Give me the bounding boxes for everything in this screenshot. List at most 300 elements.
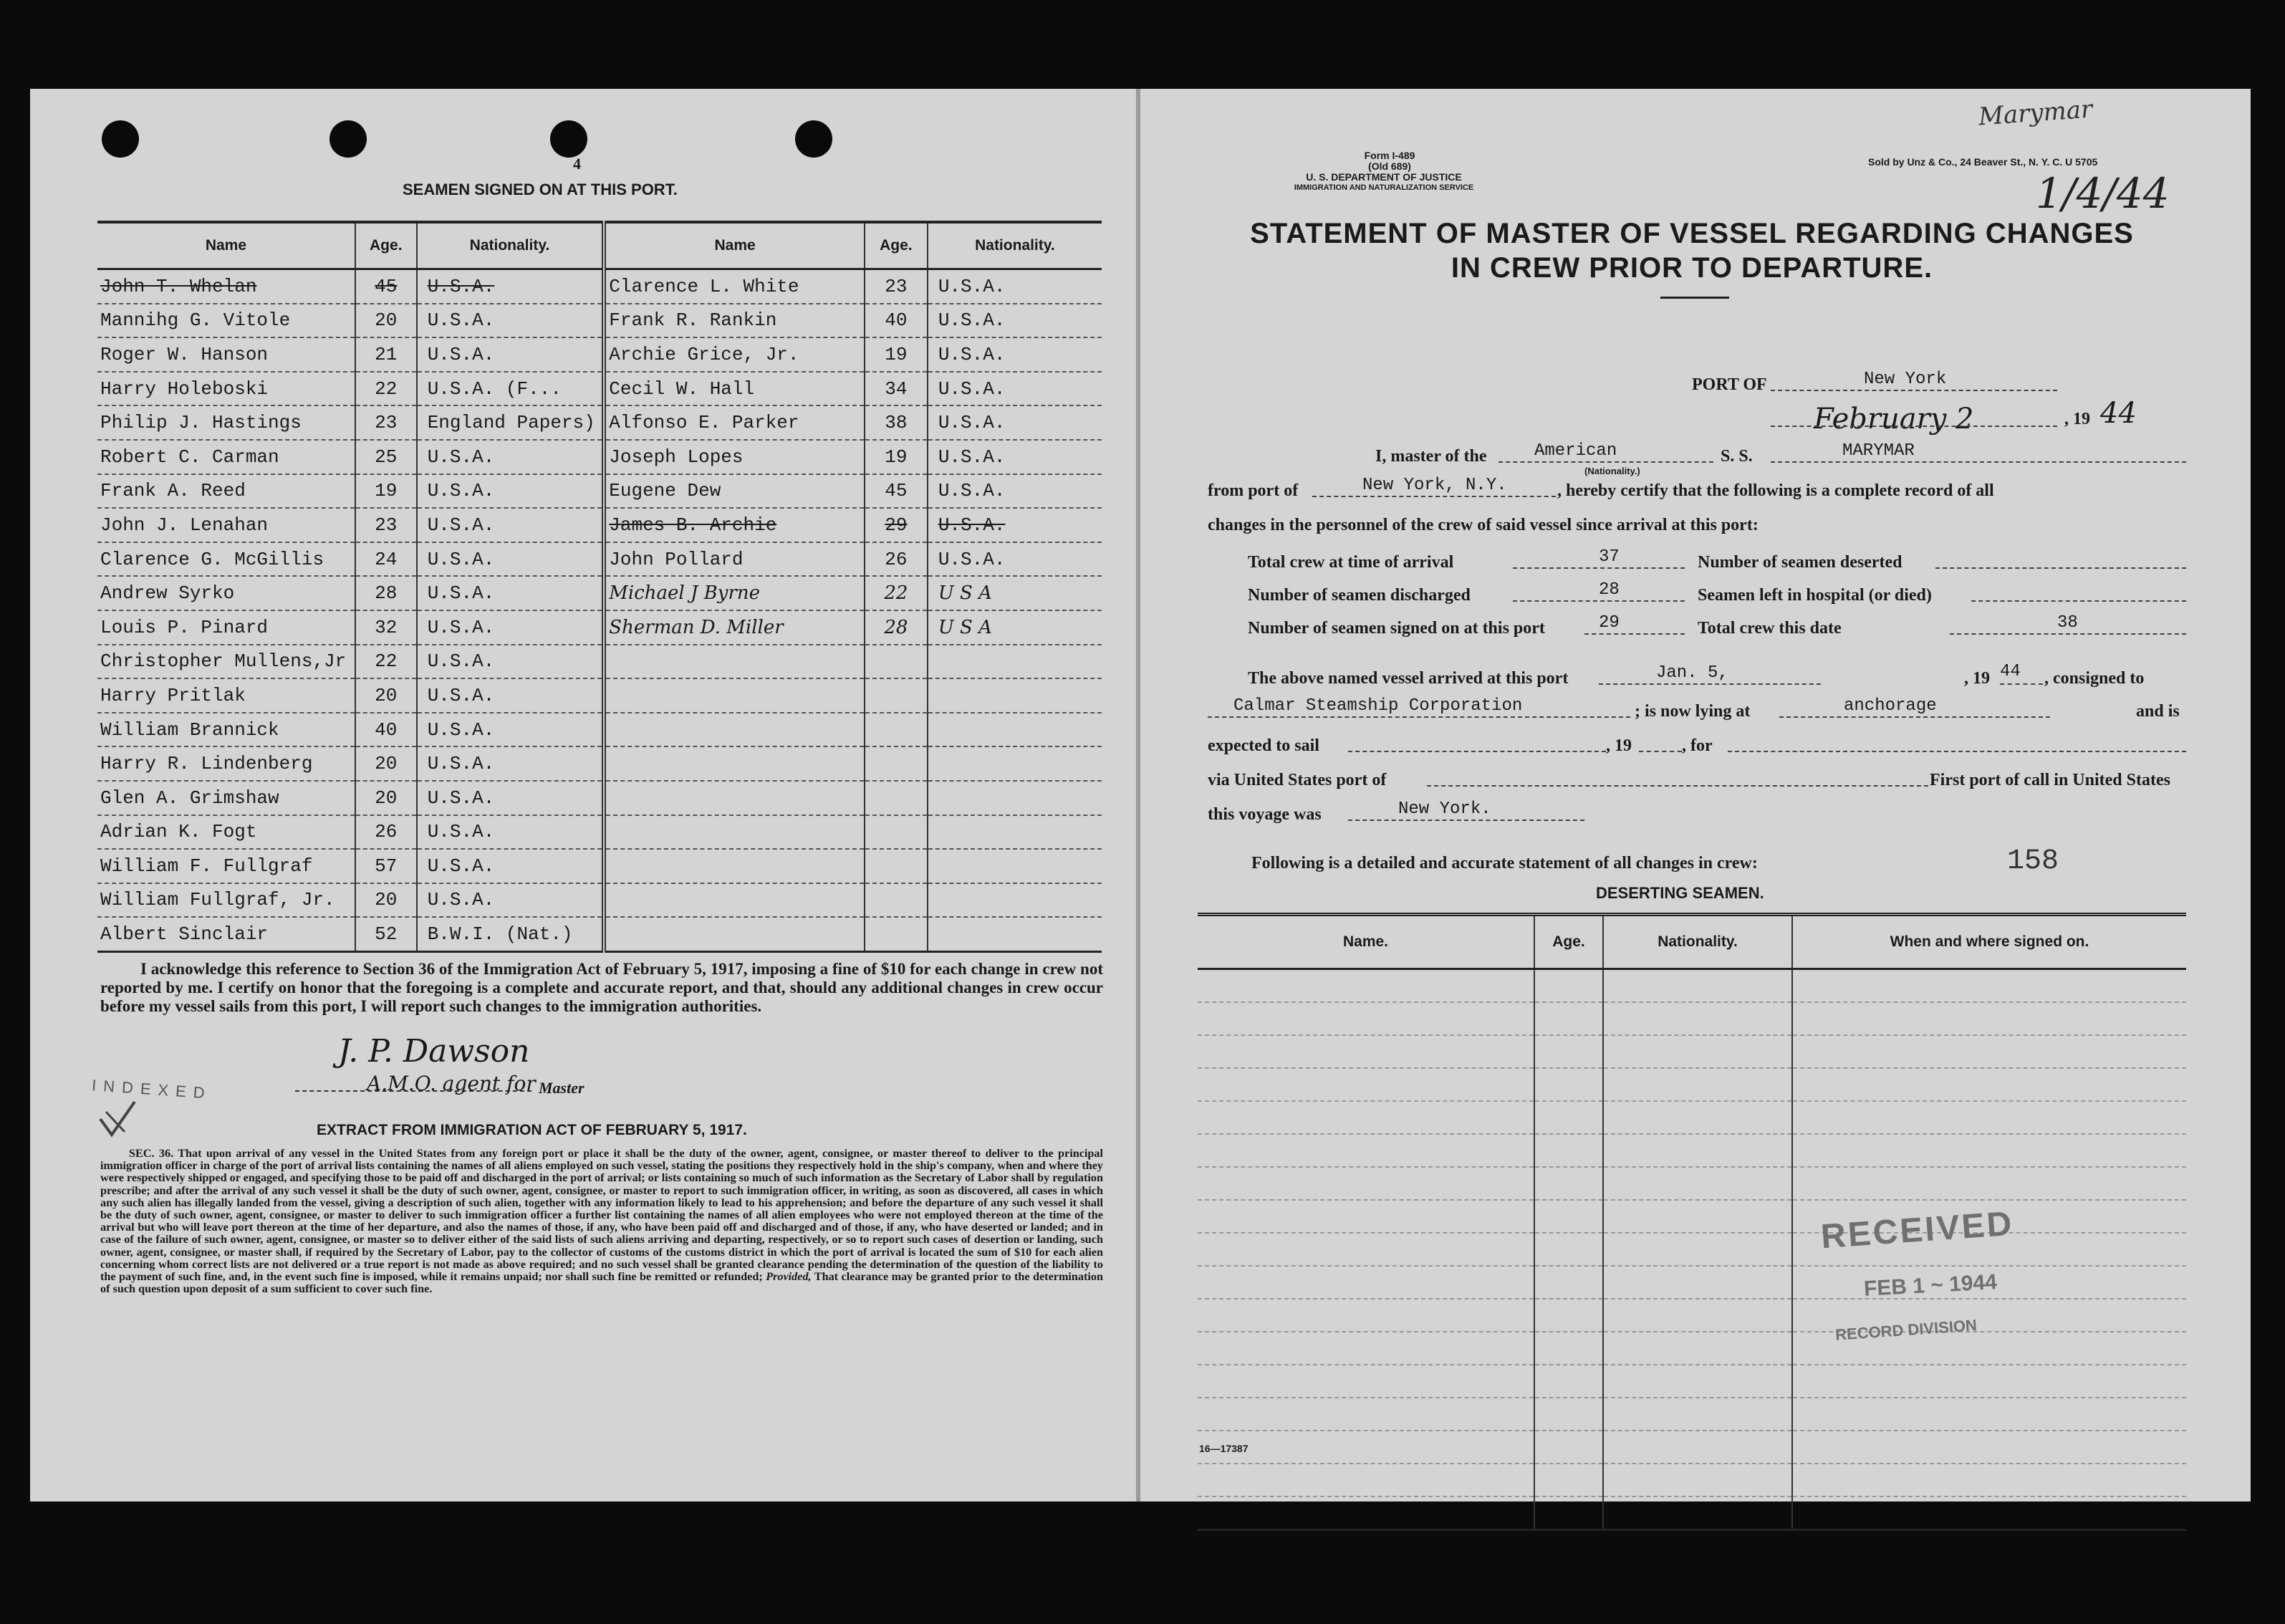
crew-name: John J. Lenahan [97,508,355,542]
crew-nationality [928,645,1102,679]
hospital-field [1971,579,2186,602]
desert-nationality-cell [1603,1464,1792,1496]
crew-age: 22 [355,372,417,406]
crew-age: 26 [355,815,417,850]
table-row [1198,1233,2186,1266]
indexed-check-mark [96,1097,139,1144]
desert-name-cell [1198,1134,1534,1167]
crew-age: 52 [355,917,417,951]
table-row [97,304,1102,338]
table-row [97,645,1102,679]
crew-age [865,849,928,883]
crew-name: Adrian K. Fogt [97,815,355,850]
corner-date: 1/4/44 [2036,169,2170,218]
table-row [1198,1134,2186,1167]
crew-nationality: U S A [928,610,1102,645]
page-number: 4 [573,155,581,173]
crew-nationality: U.S.A. [928,440,1102,474]
seamen-signed-heading: SEAMEN SIGNED ON AT THIS PORT. [403,181,678,198]
crew-nationality [928,917,1102,951]
table-row [97,746,1102,781]
crew-name: William Fullgraf, Jr. [97,883,355,918]
table-row [97,849,1102,883]
first-port-label: First port of call in United States [1930,771,2170,789]
destination-field [1728,729,2186,752]
crew-nationality [928,815,1102,850]
crew-name: Clarence G. McGillis [97,542,355,577]
desert-age-cell [1534,1134,1603,1167]
corner-note: Marymar [1977,95,2094,132]
desert-name-cell [1198,1365,1534,1398]
crew-age: 40 [865,304,928,338]
desert-when-cell [1792,1365,2186,1398]
desert-col-name: Name. [1198,915,1534,969]
desert-nationality-cell [1603,1002,1792,1035]
crew-nationality: U.S.A. [417,304,605,338]
crew-name: Alfonso E. Parker [604,405,865,440]
crew-name: John Pollard [604,542,865,577]
date-line [1771,426,2057,427]
left-page [30,89,1139,1502]
punch-hole [102,120,139,158]
crew-nationality: U.S.A. [417,508,605,542]
col-age-2: Age. [865,222,928,269]
desert-name-cell [1198,969,1534,1003]
crew-age: 19 [865,440,928,474]
crew-nationality: England Papers) [417,405,605,440]
crew-age: 45 [865,474,928,509]
table-row [97,713,1102,747]
desert-nationality-cell [1603,969,1792,1003]
desert-name-cell [1198,1398,1534,1431]
via-port-field [1427,764,1928,787]
crew-nationality [928,713,1102,747]
desert-nationality-cell [1603,1068,1792,1101]
table-row [1198,1332,2186,1365]
desert-name-cell [1198,1299,1534,1332]
acknowledgement: I acknowledge this reference to Section 36 of the Immigration Act of February 5, 1917, imposing a fine of $10 for each change in crew not reported by me. I certify on honor that the foregoing is a complete and accurate report, and that, should any additional changes in crew occur before my vessel sails from this port, I will report such changes to the immigration authorities. [100,960,1103,1015]
discharged-label: Number of seamen discharged [1248,586,1471,605]
crew-nationality: U.S.A. [417,576,605,610]
table-row [1198,1266,2186,1299]
desert-age-cell [1534,1035,1603,1068]
desert-name-cell [1198,1464,1534,1496]
table-row [97,372,1102,406]
table-row [1198,1496,2186,1530]
crew-name: William Brannick [97,713,355,747]
crew-nationality: U.S.A. [928,337,1102,372]
consignee-field: Calmar Steamship Corporation [1208,695,1630,718]
desert-age-cell [1534,1464,1603,1496]
crew-name: John T. Whelan [97,269,355,304]
table-row [97,269,1102,304]
crew-name: Frank R. Rankin [604,304,865,338]
crew-nationality: U.S.A. [417,440,605,474]
crew-table-header [97,222,1102,269]
crew-age: 20 [355,678,417,713]
crew-name [604,645,865,679]
crew-name: Albert Sinclair [97,917,355,951]
date-field: February 2 [1814,403,1974,436]
table-row [97,610,1102,645]
desert-age-cell [1534,1299,1603,1332]
col-name: Name [97,222,355,269]
crew-age [865,781,928,815]
voyage-field: New York. [1348,798,1584,821]
desert-col-age: Age. [1534,915,1603,969]
crew-table [97,221,1102,953]
crew-name: Glen A. Grimshaw [97,781,355,815]
department: U. S. DEPARTMENT OF JUSTICE IMMIGRATION AND NATURALIZATION SERVICE [1294,171,1474,192]
crew-age [865,917,928,951]
crew-name: Eugene Dew [604,474,865,509]
desert-age-cell [1534,1266,1603,1299]
right-page [1140,89,2251,1502]
desert-name-cell [1198,1200,1534,1233]
nationality-caption: (Nationality.) [1584,466,1640,476]
punch-hole [550,120,587,158]
desert-name-cell [1198,1167,1534,1200]
punch-hole [795,120,832,158]
desert-age-cell [1534,1431,1603,1464]
crew-nationality: B.W.I. (Nat.) [417,917,605,951]
desert-age-cell [1534,1496,1603,1530]
table-row [1198,1200,2186,1233]
crew-age: 19 [865,337,928,372]
table-row [1198,1068,2186,1101]
deserting-table-body [1198,969,2186,1530]
crew-nationality: U.S.A. [417,781,605,815]
signed-on-field: 29 [1584,612,1685,635]
desert-age-cell [1534,1101,1603,1134]
desert-nationality-cell [1603,1134,1792,1167]
crew-age: 40 [355,713,417,747]
table-row [97,781,1102,815]
desert-when-cell [1792,1496,2186,1530]
desert-age-cell [1534,1068,1603,1101]
crew-age: 23 [355,508,417,542]
from-port-field: New York, N.Y. [1312,474,1556,497]
desert-age-cell [1534,1332,1603,1365]
crew-nationality [928,746,1102,781]
certify-text: , hereby certify that the following is a complete record of all [1557,481,1994,500]
crew-age [865,713,928,747]
crew-name [604,713,865,747]
crew-nationality: U.S.A. [417,645,605,679]
master-label: Master [539,1079,585,1097]
col-name-2: Name [604,222,865,269]
crew-age: 22 [355,645,417,679]
crew-age [865,678,928,713]
desert-age-cell [1534,1233,1603,1266]
desert-nationality-cell [1603,1101,1792,1134]
crew-age: 32 [355,610,417,645]
crew-nationality: U.S.A. (F... [417,372,605,406]
desert-nationality-cell [1603,1398,1792,1431]
crew-nationality: U.S.A. [417,542,605,577]
received-stamp-date: FEB 1 ~ 1944 [1863,1270,1998,1301]
expected-year-field [1639,729,1682,752]
lying-label: ; is now lying at [1635,702,1751,721]
crew-nationality: U S A [928,576,1102,610]
expected-label: expected to sail [1208,736,1319,755]
crew-age [865,645,928,679]
year-handwritten: 44 [2100,397,2137,430]
crew-age: 20 [355,746,417,781]
table-row [97,337,1102,372]
desert-age-cell [1534,1002,1603,1035]
crew-age [865,815,928,850]
consigned-label: , consigned to [2044,669,2145,688]
crew-age: 23 [355,405,417,440]
table-row [97,576,1102,610]
changes-text: changes in the personnel of the crew of said vessel since arrival at this port: [1208,516,1759,534]
crew-name: Roger W. Hanson [97,337,355,372]
table-row [1198,1002,2186,1035]
hospital-label: Seamen left in hospital (or died) [1698,586,1932,605]
table-row [97,405,1102,440]
table-row [1198,1398,2186,1431]
desert-name-cell [1198,1068,1534,1101]
signature-agent-note: A.M.O. agent for [367,1072,536,1095]
desert-age-cell [1534,1200,1603,1233]
crew-age: 28 [865,610,928,645]
crew-name [604,815,865,850]
form-id: Form I-489 (Old 689) [1364,150,1415,172]
desert-name-cell [1198,1233,1534,1266]
table-row [97,440,1102,474]
crew-nationality: U.S.A. [417,678,605,713]
crew-name: Robert C. Carman [97,440,355,474]
crew-name: Cecil W. Hall [604,372,865,406]
crew-age: 26 [865,542,928,577]
arrived-year-label: , 19 [1964,669,1990,688]
desert-age-cell [1534,1365,1603,1398]
crew-name [604,917,865,951]
crew-name: Harry R. Lindenberg [97,746,355,781]
crew-nationality: U.S.A. [928,474,1102,509]
record-division-stamp: RECORD DIVISION [1834,1316,1978,1344]
title-rule [1660,297,1729,299]
desert-age-cell [1534,969,1603,1003]
table-row [1198,1464,2186,1496]
ss-label: S. S. [1721,447,1753,466]
col-nationality: Nationality. [417,222,605,269]
arrived-year-field: 44 [2000,662,2043,685]
table-row [97,474,1102,509]
desert-nationality-cell [1603,1266,1792,1299]
and-is-label: and is [2136,702,2180,721]
desert-when-cell [1792,1464,2186,1496]
desert-name-cell [1198,1332,1534,1365]
crew-nationality [928,883,1102,918]
crew-nationality: U.S.A. [928,304,1102,338]
table-row [1198,969,2186,1003]
crew-name: Sherman D. Miller [604,610,865,645]
desert-nationality-cell [1603,1167,1792,1200]
crew-nationality: U.S.A. [417,337,605,372]
desert-nationality-cell [1603,1299,1792,1332]
desert-name-cell [1198,1002,1534,1035]
crew-nationality: U.S.A. [928,269,1102,304]
desert-when-cell [1792,1101,2186,1134]
crew-name [604,849,865,883]
from-port-label: from port of [1208,481,1299,500]
expected-year-label: , 19 [1606,736,1632,755]
crew-age: 24 [355,542,417,577]
crew-name: Louis P. Pinard [97,610,355,645]
table-row [97,542,1102,577]
crew-name: Michael J Byrne [604,576,865,610]
desert-name-cell [1198,1101,1534,1134]
form-title: STATEMENT OF MASTER OF VESSEL REGARDING CHANGES IN CREW PRIOR TO DEPARTURE. [1250,218,2134,284]
desert-nationality-cell [1603,1200,1792,1233]
punch-hole [329,120,367,158]
crew-name [604,781,865,815]
crew-name: Archie Grice, Jr. [604,337,865,372]
lying-at-field: anchorage [1779,695,2050,718]
extract-text: SEC. 36. That upon arrival of any vessel in the United States from any foreign port or place it shall be the duty of the owner, agent, consignee, or master thereof to deliver to the principal immigration officer in charge of the port of arrival lists containing the names of all aliens employed on such vessel, stating the positions they respectively hold in the ship's company, when and where they were respectively shipped or engaged, and specifying those to be paid off and discharged in the port of arrival; or lists containing so much of such information as the Secretary of Labor shall by regulation prescribe; and after the arrival of any such vessel it shall be the duty of such owner, agent, consignee, or master to report to such immigration officer, in writing, as soon as discovered, all cases in which any such alien has illegally landed from the vessel, giving a description of such alien, together with any information likely to lead to his apprehension; and before the departure of any such vessel it shall be the duty of such owner, agent, consignee, or master to deliver to such immigration officer a further list containing the names of all alien employees who were not employed thereon at the time of the arrival but who will leave port thereon at the time of her departure, and also the names of those, if any, who have been paid off and discharged and of those, if any, who have deserted or landed; and in case of the failure of such owner, agent, consignee, or master so to deliver either of the said lists of such aliens arriving and departing, respectively, or so to report such cases of desertion or landing, such owner, agent, consignee, or master shall, if required by the Secretary of Labor, pay to the collector of customs of the customs district in which the port of arrival is located the sum of $10 for each alien concerning whom correct lists are not delivered or a true report is not made as above required; and no such vessel shall be granted clearance pending the determination of the question of the liability to the payment of such fine, and, in the event such fine is imposed, while it remains unpaid; nor shall such fine be remitted or refunded; Provided, That clearance may be granted prior to the determination of such question upon deposit of a sum sufficient to cover such fine. [100,1147,1104,1296]
desert-when-cell [1792,969,2186,1003]
indexed-stamp: INDEXED [91,1076,213,1102]
crew-nationality: U.S.A. [417,815,605,850]
crew-nationality: U.S.A. [928,508,1102,542]
footer-code: 16—17387 [1199,1443,1249,1454]
desert-when-cell [1792,1431,2186,1464]
total-arrival-field: 37 [1513,546,1685,569]
crew-name: Harry Pritlak [97,678,355,713]
crew-nationality [928,678,1102,713]
total-arrival-label: Total crew at time of arrival [1248,553,1454,572]
extract-title: EXTRACT FROM IMMIGRATION ACT OF FEBRUARY 5, 1917. [317,1122,747,1138]
crew-nationality: U.S.A. [417,883,605,918]
desert-nationality-cell [1603,1332,1792,1365]
master-signature: J. P. Dawson [338,1033,530,1070]
via-label: via United States port of [1208,771,1387,789]
crew-nationality [928,781,1102,815]
seller-note: Sold by Unz & Co., 24 Beaver St., N. Y. C. U 5705 [1868,156,2098,168]
port-of-field: New York [1771,368,2057,391]
arrived-label: The above named vessel arrived at this port [1248,669,1569,688]
desert-col-when: When and where signed on. [1792,915,2186,969]
table-row [1198,1167,2186,1200]
desert-nationality-cell [1603,1365,1792,1398]
desert-name-cell [1198,1496,1534,1530]
crew-nationality: U.S.A. [417,713,605,747]
crew-age: 34 [865,372,928,406]
crew-name: Mannihg G. Vitole [97,304,355,338]
deserting-heading: DESERTING SEAMEN. [1596,884,1764,902]
crew-nationality: U.S.A. [417,746,605,781]
voyage-label: this voyage was [1208,805,1322,824]
crew-age: 19 [355,474,417,509]
crew-age: 22 [865,576,928,610]
desert-name-cell [1198,1035,1534,1068]
crew-nationality: U.S.A. [928,405,1102,440]
desert-age-cell [1534,1167,1603,1200]
crew-name: Joseph Lopes [604,440,865,474]
table-row [1198,1299,2186,1332]
crew-name [604,883,865,918]
crew-name [604,678,865,713]
deserting-table-header [1198,915,2186,969]
port-of-label: PORT OF [1692,375,1767,394]
arrived-date-field: Jan. 5, [1599,662,1821,685]
crew-nationality [928,849,1102,883]
desert-nationality-cell [1603,1035,1792,1068]
desert-nationality-cell [1603,1496,1792,1530]
total-date-label: Total crew this date [1698,619,1842,638]
table-row [1198,1101,2186,1134]
stamp-number: 158 [2007,845,2059,878]
crew-nationality: U.S.A. [417,269,605,304]
table-row [97,917,1102,951]
table-row [1198,1365,2186,1398]
crew-name: William F. Fullgraf [97,849,355,883]
crew-age: 29 [865,508,928,542]
crew-age [865,746,928,781]
expected-date-field [1348,729,1606,752]
table-row [1198,1431,2186,1464]
desert-when-cell [1792,1398,2186,1431]
table-row [97,508,1102,542]
crew-age [865,883,928,918]
desert-name-cell [1198,1266,1534,1299]
master-of-label: I, master of the [1375,447,1487,466]
desert-when-cell [1792,1068,2186,1101]
crew-name: Harry Holeboski [97,372,355,406]
crew-name: Christopher Mullens,Jr [97,645,355,679]
crew-age: 38 [865,405,928,440]
desert-when-cell [1792,1002,2186,1035]
crew-age: 20 [355,781,417,815]
table-row [97,815,1102,850]
crew-age: 20 [355,304,417,338]
for-label: , for [1682,736,1713,755]
deserted-label: Number of seamen deserted [1698,553,1902,572]
deserting-table [1198,913,2186,1531]
following-label: Following is a detailed and accurate statement of all changes in crew: [1251,854,1758,873]
crew-nationality: U.S.A. [928,542,1102,577]
crew-age: 21 [355,337,417,372]
desert-when-cell [1792,1035,2186,1068]
desert-age-cell [1534,1398,1603,1431]
total-date-field: 38 [1950,612,2186,635]
crew-nationality: U.S.A. [928,372,1102,406]
desert-nationality-cell [1603,1233,1792,1266]
desert-when-cell [1792,1134,2186,1167]
crew-name: Clarence L. White [604,269,865,304]
table-row [97,678,1102,713]
crew-age: 20 [355,883,417,918]
crew-name: Frank A. Reed [97,474,355,509]
received-stamp: RECEIVED [1819,1204,2015,1257]
crew-age: 23 [865,269,928,304]
extract-section: SEC. 36. [129,1147,174,1160]
desert-when-cell [1792,1167,2186,1200]
desert-nationality-cell [1603,1431,1792,1464]
table-row [1198,1035,2186,1068]
crew-age: 25 [355,440,417,474]
crew-nationality: U.S.A. [417,849,605,883]
crew-name: Philip J. Hastings [97,405,355,440]
crew-nationality: U.S.A. [417,610,605,645]
crew-name: James B. Archie [604,508,865,542]
crew-name: Andrew Syrko [97,576,355,610]
crew-name [604,746,865,781]
desert-col-nationality: Nationality. [1603,915,1792,969]
deserted-field [1935,546,2186,569]
